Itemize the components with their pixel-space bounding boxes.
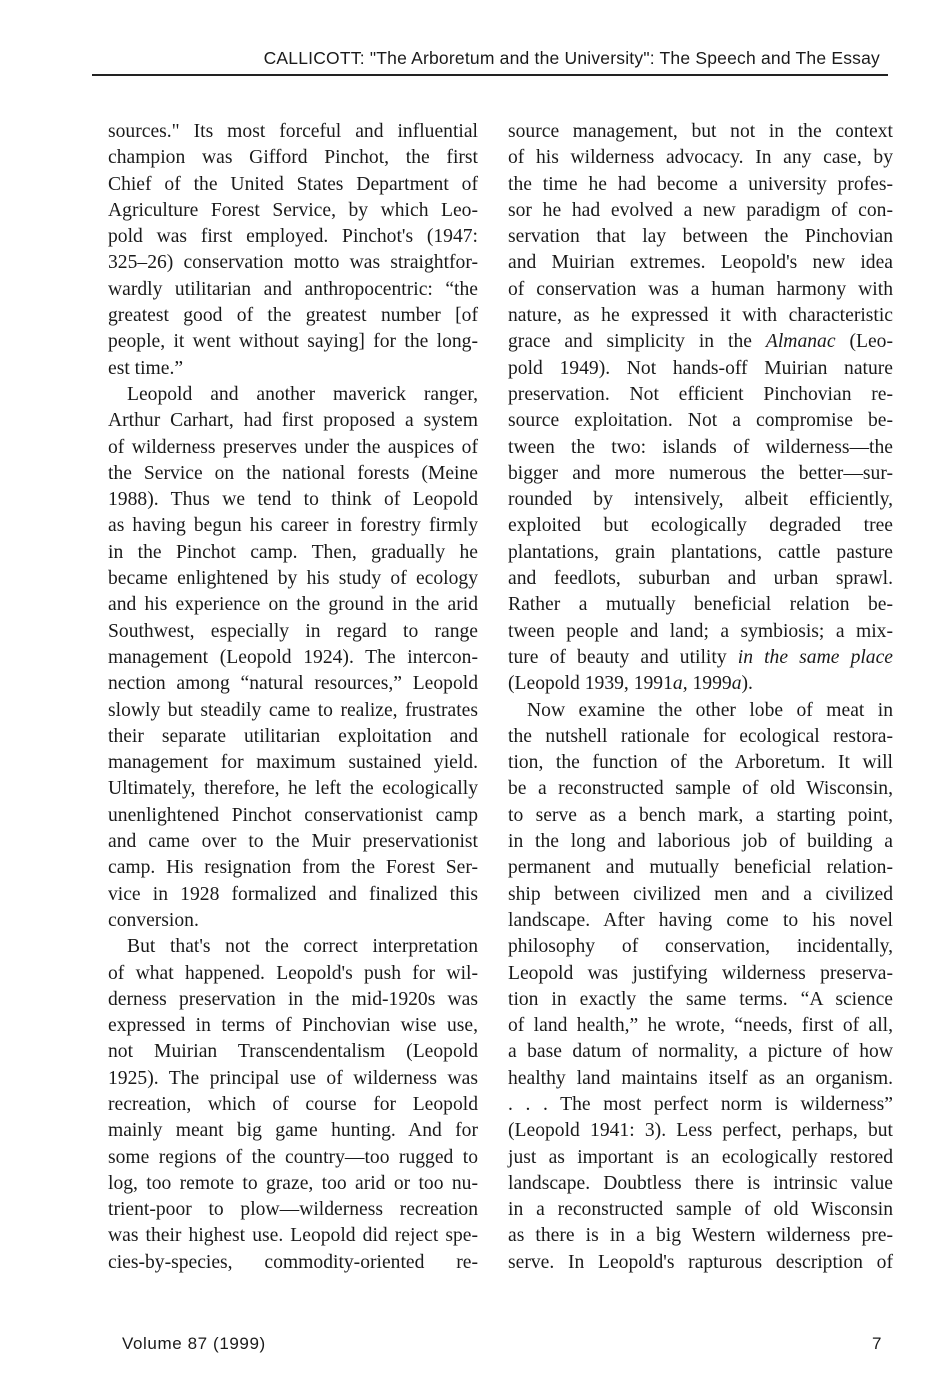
text-line: servation that lay between the Pinchovian <box>508 226 893 248</box>
text-line: source management, but not in the context <box>508 121 893 142</box>
text-line <box>508 329 893 355</box>
text-line: nection among “natural resources,” Leopold <box>108 673 478 695</box>
text-line: philosophy of conservation, incidentally, <box>508 936 893 958</box>
italic-text: in the same place <box>737 646 894 668</box>
text-line: 1925). The principal use of wilderness was <box>108 1067 478 1089</box>
text-line: and Muirian extremes. Leopold's new idea <box>508 252 893 274</box>
text-line: a base datum of normality, a picture of how <box>508 1041 893 1063</box>
text-line: landscape. After having come to his novel <box>508 909 893 931</box>
text-line: as having begun his career in forestry firmly <box>108 515 478 537</box>
text-line: of what happened. Leopold's push for wil- <box>108 962 478 984</box>
text-line: healthy land maintains itself as an organism. <box>508 1067 893 1089</box>
text-line: preservation. Not efficient Pinchovian re- <box>508 383 893 405</box>
text-line: some regions of the country—too rugged to <box>108 1146 478 1168</box>
text-line: became enlightened by his study of ecology <box>108 568 478 590</box>
text-line: recreation, which of course for Leopold <box>108 1093 478 1115</box>
text-line: of conservation was a human harmony with <box>508 278 893 300</box>
text-line: champion was Gifford Pinchot, the first <box>108 147 478 169</box>
text-line: to serve as a bench mark, a starting point, <box>508 804 893 826</box>
text-line <box>508 645 893 671</box>
text-line: Leopold was justifying wilderness preserva- <box>508 962 893 984</box>
text-line: people, it went without saying] for the long- <box>108 331 478 353</box>
text-line: landscape. Doubtless there is intrinsic value <box>508 1172 893 1194</box>
text-line: of his wilderness advocacy. In any case, by <box>508 147 893 169</box>
text-line: as there is in a big Western wilderness pre- <box>508 1225 893 1247</box>
text-line: ship between civilized men and a civilized <box>508 883 893 905</box>
text-line: in a reconstructed sample of old Wisconsin <box>508 1199 893 1221</box>
text-line: of wilderness preserves under the auspices of <box>108 436 478 458</box>
text-line: Rather a mutually beneficial relation be- <box>508 594 893 616</box>
text-segment: ture of beauty and utility <box>508 646 738 668</box>
text-line: and feedlots, suburban and urban sprawl. <box>508 568 893 590</box>
text-line: serve. In Leopold's rapturous description of <box>508 1251 893 1273</box>
text-line: wardly utilitarian and anthropocentric: “the <box>108 278 478 300</box>
text-line: management (Leopold 1924). The intercon- <box>108 646 478 668</box>
text-line: cies-by-species, commodity-oriented re- <box>108 1251 478 1273</box>
text-line: sor he had evolved a new paradigm of con- <box>508 199 893 221</box>
text-segment: ). <box>741 673 753 695</box>
text-line: pold 1949). Not hands-off Muirian nature <box>508 357 893 379</box>
text-line: of land health,” he wrote, “needs, first of all, <box>508 1015 893 1037</box>
text-line: the nutshell rationale for ecological restora- <box>508 725 893 747</box>
text-line: and his experience on the ground in the arid <box>108 594 478 616</box>
text-line: camp. His resignation from the Forest Ser- <box>108 857 478 879</box>
paragraph <box>508 698 893 1277</box>
paragraph <box>108 934 478 1276</box>
text-line: 1988). Thus we tend to think of Leopold <box>108 489 478 511</box>
text-line: mainly meant big game hunting. And for <box>108 1120 478 1142</box>
text-line: trient-poor to plow—wilderness recreation <box>108 1199 478 1221</box>
paragraph <box>508 119 893 698</box>
text-line: log, too remote to graze, too arid or too nu- <box>108 1172 478 1194</box>
text-line: greatest good of the greatest number [of <box>108 305 478 327</box>
paragraph <box>108 382 478 934</box>
text-line: derness preservation in the mid-1920s was <box>108 988 478 1010</box>
italic-text: a <box>731 673 742 695</box>
right-column <box>508 119 893 1276</box>
text-line: slowly but steadily came to realize, frustrates <box>108 699 478 721</box>
text-line: tween the two: islands of wilderness—the <box>508 436 893 458</box>
text-line: and came over to the Muir preservationist <box>108 831 478 853</box>
text-line: source exploitation. Not a compromise be- <box>508 410 893 432</box>
text-line: tion, the function of the Arboretum. It will <box>508 752 893 774</box>
text-line: Chief of the United States Department of <box>108 173 478 195</box>
text-line: 325–26) conservation motto was straightfor- <box>108 252 478 274</box>
text-line: Ultimately, therefore, he left the ecologically <box>108 778 478 800</box>
text-line: Now examine the other lobe of meat in <box>527 699 893 721</box>
text-segment: 1999 <box>687 673 732 695</box>
text-line: Agriculture Forest Service, by which Leo- <box>108 199 478 221</box>
text-line: unenlightened Pinchot conservationist camp <box>108 804 478 826</box>
text-segment: (Leo- <box>835 331 893 353</box>
running-header: CALLICOTT: "The Arboretum and the University": The Speech and The Essay <box>263 48 880 68</box>
text-line: nature, as he expressed it with characteristic <box>508 305 893 327</box>
text-line: Leopold and another maverick ranger, <box>127 383 478 405</box>
text-line: expressed in terms of Pinchovian wise use, <box>108 1015 478 1037</box>
footer-volume: Volume 87 (1999) <box>122 1334 266 1353</box>
italic-text: a, <box>672 673 688 695</box>
text-line: est time.” <box>108 357 184 379</box>
text-line: Southwest, especially in regard to range <box>108 620 478 642</box>
paragraph <box>108 119 478 382</box>
text-line: management for maximum sustained yield. <box>108 752 478 774</box>
text-line: Arthur Carhart, had first proposed a system <box>108 410 478 432</box>
text-segment: (Leopold 1939, 1991 <box>508 673 673 695</box>
text-line: sources." Its most forceful and influential <box>108 121 478 142</box>
text-line: the time he had become a university profes- <box>508 173 893 195</box>
header-rule <box>92 74 888 76</box>
text-line: the Service on the national forests (Meine <box>108 462 478 484</box>
text-line: pold was first employed. Pinchot's (1947: <box>108 226 478 248</box>
text-line: conversion. <box>108 909 199 931</box>
text-segment: grace and simplicity in the <box>508 331 766 353</box>
italic-text: Almanac <box>765 331 836 353</box>
text-line: But that's not the correct interpretation <box>127 936 478 958</box>
text-line: was their highest use. Leopold did reject spe- <box>108 1225 478 1247</box>
text-line: permanent and mutually beneficial relation- <box>508 857 893 879</box>
text-line: bigger and more numerous the better—sur- <box>508 462 893 484</box>
text-line: exploited but ecologically degraded tree <box>508 515 893 537</box>
text-line: plantations, grain plantations, cattle pasture <box>508 541 893 563</box>
text-line <box>508 671 893 697</box>
text-line: be a reconstructed sample of old Wisconsin, <box>508 778 893 800</box>
text-line: their separate utilitarian exploitation and <box>108 725 478 747</box>
text-line: . . . The most perfect norm is wilderness” <box>508 1093 893 1115</box>
page-number: 7 <box>872 1334 882 1353</box>
text-line: (Leopold 1941: 3). Less perfect, perhaps, but <box>508 1120 893 1142</box>
text-line: vice in 1928 formalized and finalized this <box>108 883 478 905</box>
text-line: in the long and laborious job of building a <box>508 831 893 853</box>
text-line: rounded by intensively, albeit efficiently, <box>508 489 893 511</box>
left-column <box>108 119 478 1276</box>
text-line: tion in exactly the same terms. “A science <box>508 988 893 1010</box>
text-line: just as important is an ecologically restored <box>508 1146 893 1168</box>
text-line: tween people and land; a symbiosis; a mix- <box>508 620 893 642</box>
text-line: not Muirian Transcendentalism (Leopold <box>108 1041 478 1063</box>
text-line: in the Pinchot camp. Then, gradually he <box>108 541 478 563</box>
